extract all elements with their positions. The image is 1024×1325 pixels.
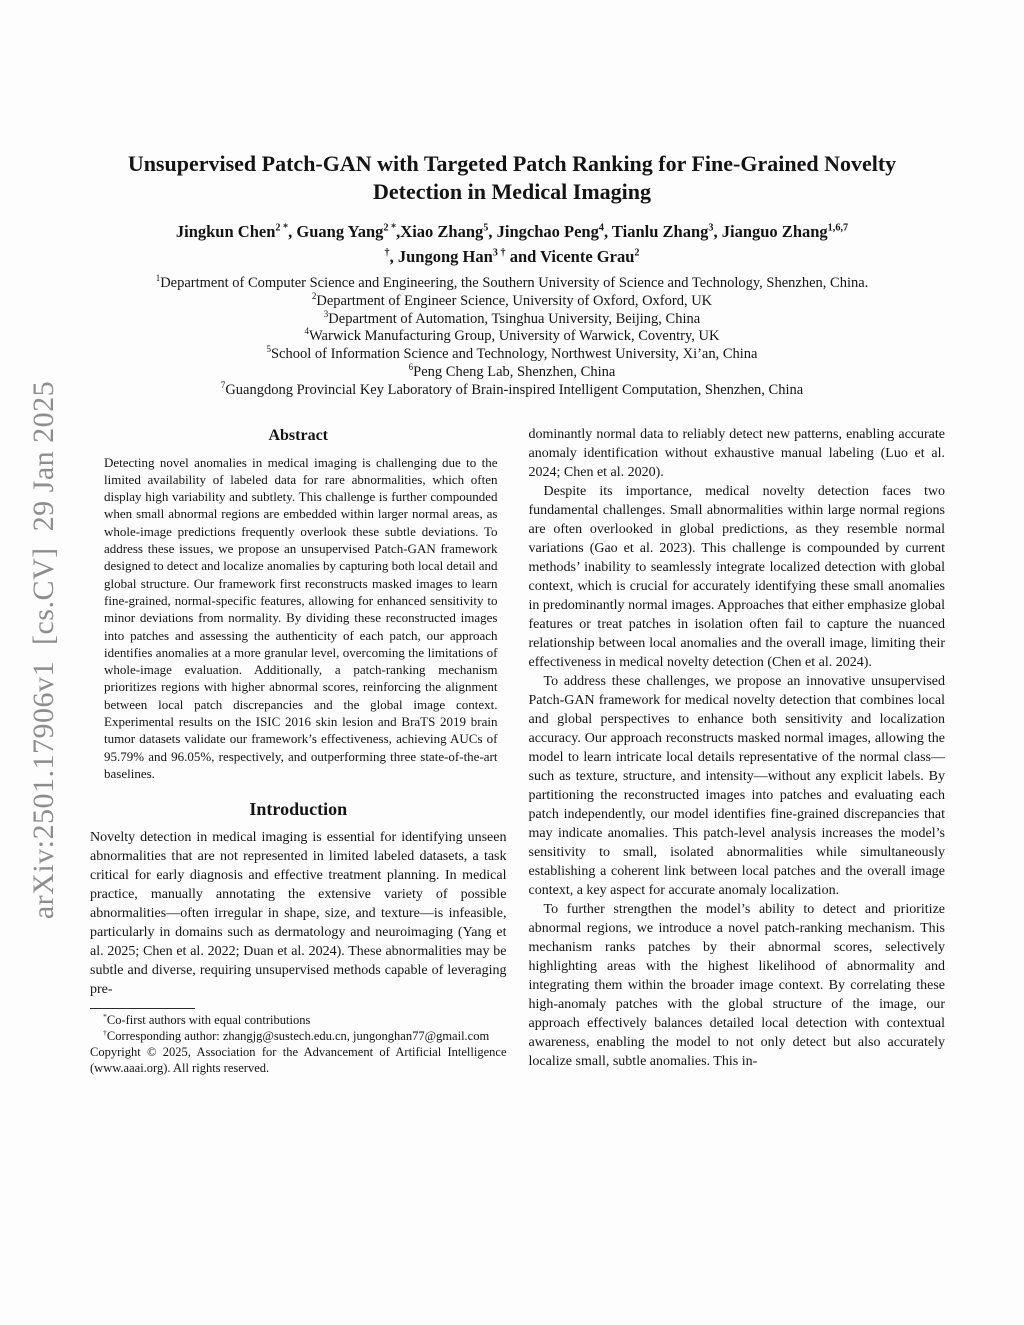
affiliation-line: $^1$Department of Computer Science and Engineering, the Southern University of Science and Technology, Shenzhen, China.: [155, 273, 869, 291]
affiliations: [0, 275, 1024, 400]
two-column-body: [0, 425, 1024, 1077]
paper-title-line1: Unsupervised Patch-GAN with Targeted Patch Ranking for Fine-Grained Novelty: [127, 151, 897, 176]
body-paragraph: Despite its importance, medical novelty detection faces two fundamental challenges. Small abnormalities within large normal regions are often overlooked in global predictions, as they resemble normal variations (Gao et al. 2023). This challenge is compounded by current methods’ inability to seamlessly integrate localized detection with global context, which is crucial for accurately identifying these small anomalies in predominantly normal images. Approaches that either emphasize global features or treat patches in isolation often fail to capture the nuanced relationship between local anomalies and the overall image, limiting their effectiveness in medical novelty detection (Chen et al. 2024).: [528, 483, 945, 670]
paper-title: [70, 150, 954, 206]
paper-title-line2: Detection in Medical Imaging: [372, 179, 652, 204]
body-paragraph: dominantly normal data to reliably detect new patterns, enabling accurate anomaly identification without exhaustive manual labeling (Luo et al. 2024; Chen et al. 2020).: [528, 426, 945, 480]
body-paragraph: To address these challenges, we propose an innovative unsupervised Patch-GAN framework for medical novelty detection that combines local and global perspectives to enhance both sensitivity and localization accuracy. Our approach reconstructs masked normal images, allowing the model to learn intricate local details representative of the normal class—such as texture, structure, and intensity—without any explicit labels. By partitioning the reconstructed images into patches and evaluating each patch independently, our model identifies fine-grained discrepancies that may indicate anomalies. This patch-level analysis increases the model’s sensitivity to small, isolated abnormalities while simultaneously establishing a coherent link between local patches and the overall image context, a key aspect for accurate anomaly localization.: [528, 673, 945, 898]
footnote-block: [90, 1008, 507, 1077]
body-paragraph: To further strengthen the model’s ability to detect and prioritize abnormal regions, we introduce a novel patch-ranking mechanism. This mechanism ranks patches by their abnormal scores, selectively highlighting areas with the highest likelihood of abnormality and integrating them within the broader image context. By correlating these high-anomaly patches with the global structure of the image, our approach effectively balances detailed local detection with contextual awareness, enabling the model to not only detect but also accurately localize small, subtle anomalies. This in-: [528, 901, 945, 1069]
author-line-1: Jingkun Chen$^{2 *}$, Guang Yang$^{2 *}$,Xiao Zhang$^5$, Jingchao Peng$^4$, Tianlu Zhang$^3$, Jianguo Zhang$^{1,6,7}$: [175, 222, 849, 241]
introduction-paragraph: Novelty detection in medical imaging is essential for identifying unseen abnormalities that are not represented in limited labeled datasets, a task critical for early diagnosis and effective treatment planning. In medical practice, manually annotating the extensive variety of possible abnormalities—often irregular in shape, size, and texture—is infeasible, particularly in domains such as dermatology and neuroimaging (Yang et al. 2025; Chen et al. 2022; Duan et al. 2024). These abnormalities may be subtle and diverse, requiring unsupervised methods capable of leveraging pre-: [90, 830, 507, 998]
affiliation-line: $^7$Guangdong Provincial Key Laboratory of Brain-inspired Intelligent Computation, Shenzhen, China: [220, 379, 804, 398]
affiliation-line: $^6$Peng Cheng Lab, Shenzhen, China: [408, 362, 616, 380]
affiliation-line: $^3$Department of Automation, Tsinghua University, Beijing, China: [323, 308, 701, 327]
author-line-2: †, Jungong Han$^{3 \dagger}$ and Vicente Grau$^2$: [384, 247, 640, 266]
abstract-text: Detecting novel anomalies in medical imaging is challenging due to the limited availability of labeled data for rare abnormalities, which often display high variability and subtlety. This challenge is further compounded when small abnormal regions are embedded within larger normal areas, as whole-image predictions frequently overlook these subtle deviations. To address these issues, we propose an unsupervised Patch-GAN framework designed to detect and localize anomalies by capturing both local detail and global structure. Our framework first reconstructs masked images to learn fine-grained, normal-specific features, allowing for enhanced sensitivity to minor deviations from normality. By dividing these reconstructed images into patches and assessing the authenticity of each patch, our approach identifies anomalies at a more granular level, overcoming the limitations of whole-image evaluation. Additionally, a patch-ranking mechanism prioritizes regions with higher abnormal scores, reinforcing the alignment between local patch discrepancies and the global image context. Experimental results on the ISIC 2016 skin lesion and BraTS 2019 brain tumor datasets validate our framework’s effectiveness, achieving AUCs of 95.79% and 96.05%, respectively, and outperforming three state-of-the-art baselines.: [104, 454, 498, 781]
affiliation-line: $^2$Department of Engineer Science, University of Oxford, Oxford, UK: [311, 290, 713, 309]
affiliation-line: $^4$Warwick Manufacturing Group, University of Warwick, Coventry, UK: [304, 326, 720, 345]
footnote-rule: [90, 1008, 195, 1009]
affiliation-line: $^5$School of Information Science and Technology, Northwest University, Xi’an, China: [266, 344, 758, 363]
abstract-heading: Abstract: [268, 426, 329, 444]
footnote-cofirst: *Co-first authors with equal contributions: [103, 1012, 311, 1028]
right-column: [529, 425, 946, 1077]
footnote-corresponding: †Corresponding author: zhangjg@sustech.edu.cn, jungonghan77@gmail.com: [103, 1027, 490, 1044]
footnote-copyright: Copyright © 2025, Association for the Advancement of Artificial Intelligence (www.aaai.org). All rights reserved.: [90, 1045, 507, 1075]
left-column: [90, 425, 507, 1077]
arxiv-watermark: arXiv:2501.17906v1 [cs.CV] 29 Jan 2025: [27, 380, 60, 920]
introduction-heading: Introduction: [249, 799, 348, 820]
paper-header: [0, 0, 1024, 400]
